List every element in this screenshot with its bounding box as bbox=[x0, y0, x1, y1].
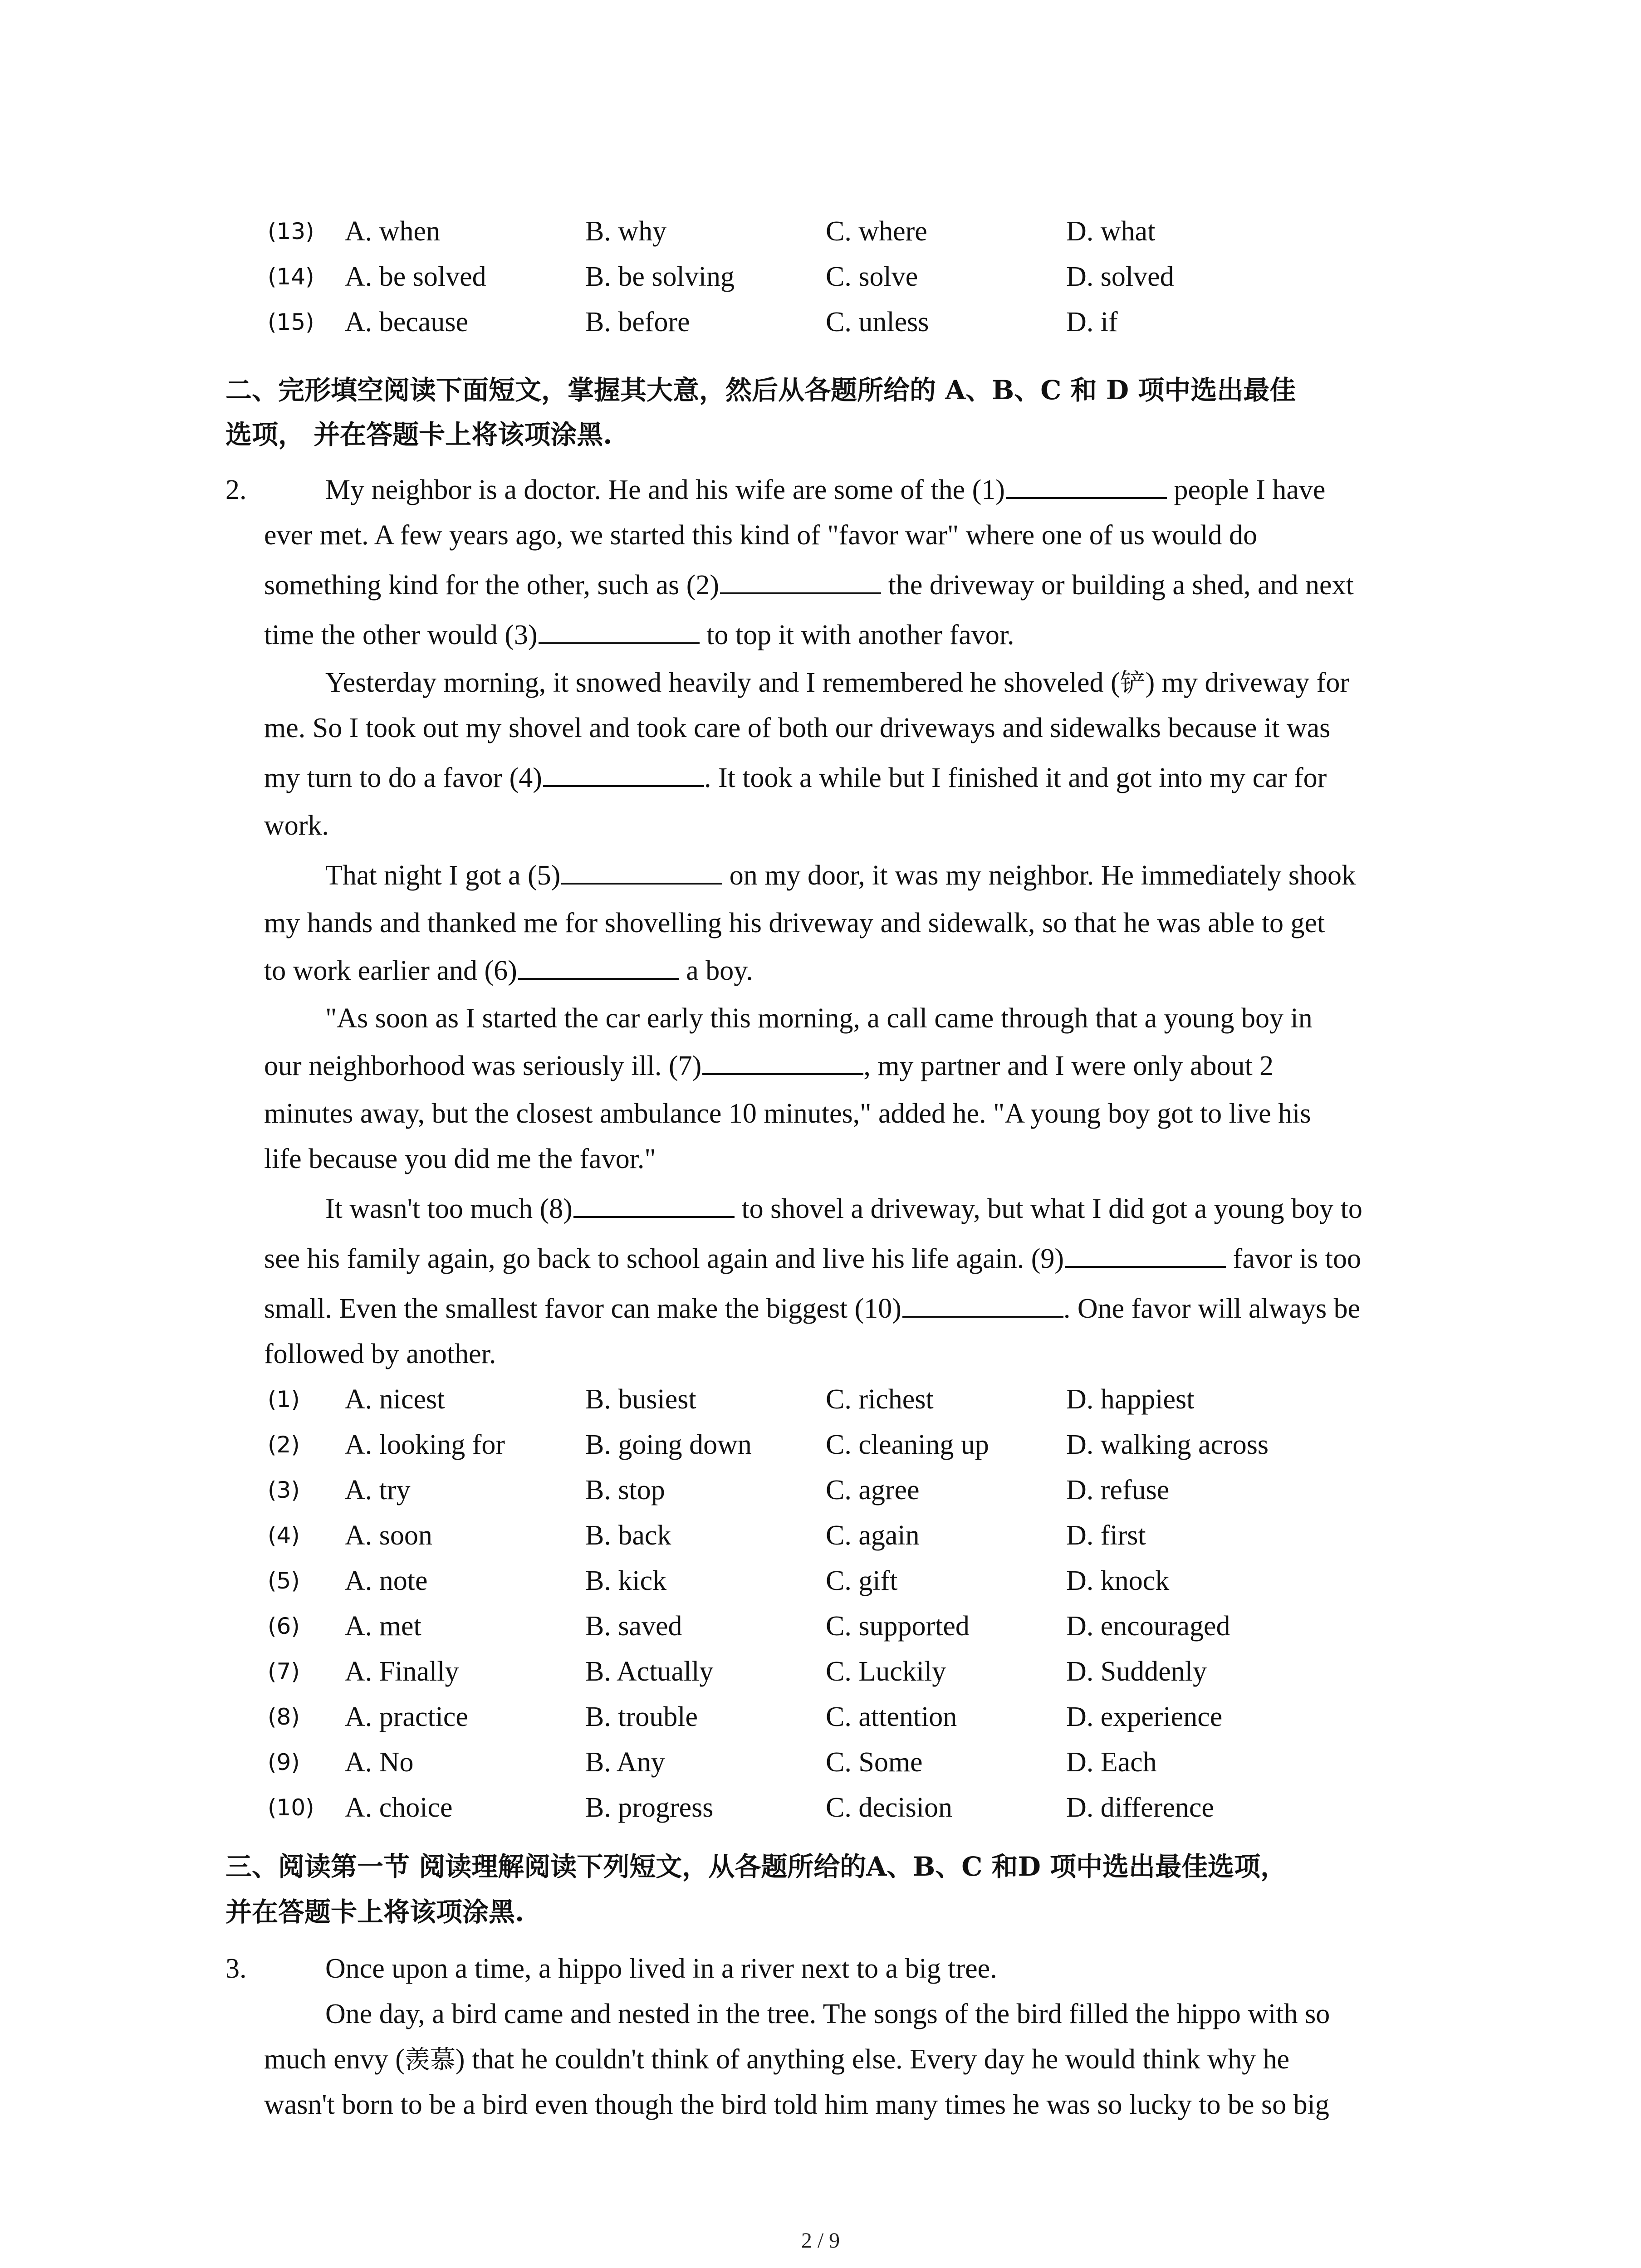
question-number-2: 2. bbox=[225, 474, 247, 505]
option-c[interactable]: C. cleaning up bbox=[826, 1429, 989, 1460]
passage-line: Once upon a time, a hippo lived in a river next to a big tree. bbox=[325, 1953, 997, 1984]
blank-9 bbox=[1065, 1241, 1226, 1268]
option-a[interactable]: A. note bbox=[345, 1565, 428, 1596]
passage-line: time the other would (3) to top it with another favor. bbox=[264, 612, 1444, 658]
option-d[interactable]: D. knock bbox=[1066, 1565, 1170, 1596]
option-c[interactable]: C. again bbox=[826, 1520, 920, 1551]
option-d[interactable]: D. Each bbox=[1066, 1747, 1157, 1778]
passage-line: It wasn't too much (8) to shovel a driveway, but what I did got a young boy to bbox=[325, 1186, 1505, 1232]
blank-5 bbox=[561, 858, 722, 885]
option-d[interactable]: D. if bbox=[1066, 307, 1118, 337]
option-a[interactable]: A. nicest bbox=[345, 1384, 445, 1415]
option-number: (6) bbox=[268, 1613, 300, 1639]
passage-line: Yesterday morning, it snowed heavily and I remembered he shoveled (铲) my driveway for bbox=[325, 667, 1349, 698]
option-c[interactable]: C. agree bbox=[826, 1475, 920, 1505]
option-c[interactable]: C. attention bbox=[826, 1701, 957, 1732]
option-d[interactable]: D. first bbox=[1066, 1520, 1146, 1551]
option-a[interactable]: A. met bbox=[345, 1611, 421, 1642]
passage-line: life because you did me the favor." bbox=[264, 1144, 656, 1174]
passage-line: ever met. A few years ago, we started this kind of "favor war" where one of us would do bbox=[264, 520, 1257, 551]
passage-line: to work earlier and (6) a boy. bbox=[264, 948, 1444, 993]
option-a[interactable]: A. because bbox=[345, 307, 468, 337]
blank-4 bbox=[543, 760, 704, 787]
option-d[interactable]: D. walking across bbox=[1066, 1429, 1269, 1460]
option-number: (4) bbox=[268, 1522, 300, 1549]
option-a[interactable]: A. try bbox=[345, 1475, 411, 1505]
option-b[interactable]: B. kick bbox=[585, 1565, 667, 1596]
option-b[interactable]: B. be solving bbox=[585, 261, 735, 292]
option-b[interactable]: B. before bbox=[585, 307, 690, 337]
blank-2 bbox=[720, 567, 881, 594]
passage-line: my hands and thanked me for shovelling his driveway and sidewalk, so that he was able to get bbox=[264, 908, 1325, 938]
option-a[interactable]: A. looking for bbox=[345, 1429, 505, 1460]
option-b[interactable]: B. progress bbox=[585, 1792, 714, 1823]
section2-heading-line1: 二、完形填空阅读下面短文，掌握其大意，然后从各题所给的 A、B、C 和 D 项中选出最佳 bbox=[225, 375, 1296, 406]
option-c[interactable]: C. Some bbox=[826, 1747, 923, 1778]
option-number: (8) bbox=[268, 1704, 300, 1730]
option-number: (13) bbox=[268, 218, 314, 244]
option-number: (9) bbox=[268, 1749, 300, 1775]
option-c[interactable]: C. gift bbox=[826, 1565, 898, 1596]
option-b[interactable]: B. back bbox=[585, 1520, 671, 1551]
option-a[interactable]: A. No bbox=[345, 1747, 414, 1778]
option-c[interactable]: C. richest bbox=[826, 1384, 934, 1415]
option-c[interactable]: C. solve bbox=[826, 261, 918, 292]
passage-line: see his family again, go back to school again and live his life again. (9) favor is too bbox=[264, 1236, 1444, 1281]
passage-line: me. So I took out my shovel and took care of both our driveways and sidewalks because it was bbox=[264, 713, 1331, 743]
option-d[interactable]: D. what bbox=[1066, 216, 1156, 247]
option-b[interactable]: B. trouble bbox=[585, 1701, 698, 1732]
question-number-3: 3. bbox=[225, 1953, 247, 1984]
option-d[interactable]: D. solved bbox=[1066, 261, 1174, 292]
option-a[interactable]: A. Finally bbox=[345, 1656, 459, 1687]
blank-8 bbox=[573, 1191, 735, 1218]
option-d[interactable]: D. refuse bbox=[1066, 1475, 1170, 1505]
blank-3 bbox=[539, 617, 700, 644]
option-b[interactable]: B. why bbox=[585, 216, 667, 247]
option-d[interactable]: D. encouraged bbox=[1066, 1611, 1230, 1642]
option-number: (7) bbox=[268, 1658, 300, 1685]
option-c[interactable]: C. Luckily bbox=[826, 1656, 946, 1687]
section3-heading-line1: 三、阅读第一节 阅读理解阅读下列短文，从各题所给的A、B、C 和D 项中选出最佳选项， bbox=[225, 1851, 1287, 1882]
passage-line: much envy (羡慕) that he couldn't think of anything else. Every day he would think why he bbox=[264, 2044, 1289, 2075]
option-c[interactable]: C. supported bbox=[826, 1611, 970, 1642]
option-b[interactable]: B. going down bbox=[585, 1429, 752, 1460]
option-number: (14) bbox=[268, 264, 314, 290]
option-a[interactable]: A. choice bbox=[345, 1792, 453, 1823]
option-b[interactable]: B. saved bbox=[585, 1611, 682, 1642]
option-d[interactable]: D. Suddenly bbox=[1066, 1656, 1207, 1687]
passage-line: My neighbor is a doctor. He and his wife are some of the (1) people I have bbox=[325, 467, 1505, 513]
passage-line: small. Even the smallest favor can make the biggest (10) . One favor will always be bbox=[264, 1286, 1444, 1331]
option-number: (3) bbox=[268, 1477, 300, 1503]
option-number: (5) bbox=[268, 1568, 300, 1594]
option-a[interactable]: A. be solved bbox=[345, 261, 486, 292]
option-a[interactable]: A. soon bbox=[345, 1520, 432, 1551]
option-b[interactable]: B. Any bbox=[585, 1747, 665, 1778]
passage-line: "As soon as I started the car early this morning, a call came through that a young boy in bbox=[325, 1003, 1313, 1034]
passage-line: followed by another. bbox=[264, 1339, 496, 1369]
option-d[interactable]: D. difference bbox=[1066, 1792, 1214, 1823]
section2-heading-line2: 选项， 并在答题卡上将该项涂黑. bbox=[225, 419, 612, 450]
section3-heading-line2: 并在答题卡上将该项涂黑. bbox=[225, 1897, 524, 1927]
passage-line: work. bbox=[264, 810, 329, 841]
blank-7 bbox=[702, 1048, 863, 1075]
option-c[interactable]: C. decision bbox=[826, 1792, 952, 1823]
page-number: 2 / 9 bbox=[801, 2229, 840, 2253]
option-a[interactable]: A. when bbox=[345, 216, 441, 247]
option-number: (15) bbox=[268, 309, 314, 335]
passage-line: minutes away, but the closest ambulance 10 minutes," added he. "A young boy got to live his bbox=[264, 1098, 1311, 1129]
passage-line: That night I got a (5) on my door, it was my neighbor. He immediately shook bbox=[325, 853, 1505, 898]
option-b[interactable]: B. Actually bbox=[585, 1656, 714, 1687]
blank-10 bbox=[902, 1291, 1063, 1318]
option-b[interactable]: B. stop bbox=[585, 1475, 665, 1505]
passage-line: something kind for the other, such as (2) the driveway or building a shed, and next bbox=[264, 562, 1444, 608]
blank-6 bbox=[518, 953, 679, 980]
option-d[interactable]: D. happiest bbox=[1066, 1384, 1195, 1415]
option-c[interactable]: C. unless bbox=[826, 307, 929, 337]
passage-line: One day, a bird came and nested in the tree. The songs of the bird filled the hippo with so bbox=[325, 1999, 1330, 2029]
option-number: (2) bbox=[268, 1432, 300, 1458]
blank-1 bbox=[1006, 472, 1167, 499]
passage-line: wasn't born to be a bird even though the bird told him many times he was so lucky to be so big bbox=[264, 2089, 1329, 2120]
option-b[interactable]: B. busiest bbox=[585, 1384, 696, 1415]
option-c[interactable]: C. where bbox=[826, 216, 927, 247]
option-number: (10) bbox=[268, 1794, 314, 1821]
option-a[interactable]: A. practice bbox=[345, 1701, 468, 1732]
passage-line: my turn to do a favor (4) . It took a while but I finished it and got into my car for bbox=[264, 755, 1444, 801]
option-number: (1) bbox=[268, 1386, 300, 1413]
option-d[interactable]: D. experience bbox=[1066, 1701, 1223, 1732]
passage-line: our neighborhood was seriously ill. (7) , my partner and I were only about 2 bbox=[264, 1043, 1444, 1089]
